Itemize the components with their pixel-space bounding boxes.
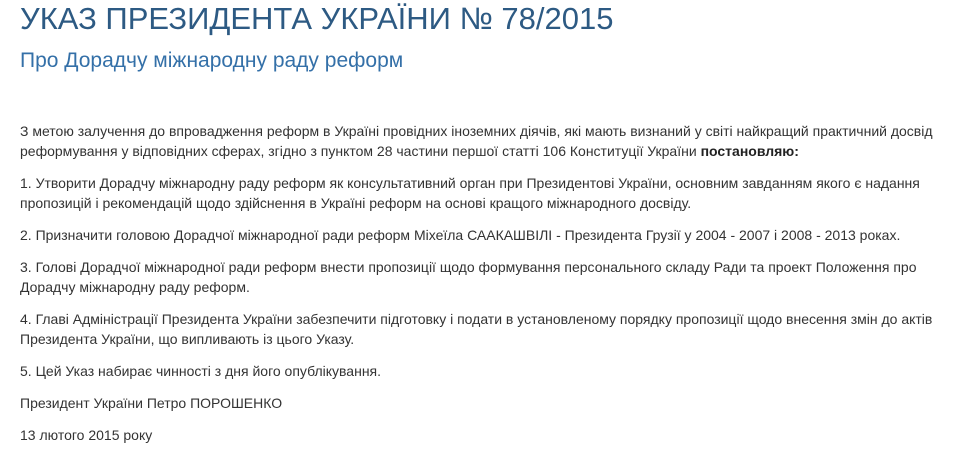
decree-item-4: 4. Главі Адміністрації Президента України забезпечити підготовку і подати в установленому порядку пропозиції щодо внесення змін до актів Президента України, що випливають із цього Указу. — [20, 311, 933, 347]
signature: Президент України Петро ПОРОШЕНКО — [20, 395, 283, 411]
intro-text: З метою залучення до впровадження реформ в Україні провідних іноземних діячів, які мають визнаний у світі найкращий практичний досвід реформування у відповідних сферах, згідно з пунктом 28 частини першої статті 106 Конституції України — [20, 123, 933, 159]
page-title: УКАЗ ПРЕЗИДЕНТА УКРАЇНИ № 78/2015 — [20, 1, 614, 36]
decree-item-1: 1. Утворити Дорадчу міжнародну раду реформ як консультативний орган при Президентові України, основним завданням якого є надання пропозицій і рекомендацій щодо здійснення в Україні реформ на основі кращого міжнародного досвіду. — [20, 175, 920, 211]
intro-paragraph — [20, 121, 945, 161]
page-subtitle: Про Дорадчу міжнародну раду реформ — [20, 49, 404, 72]
decree-item-2: 2. Призначити головою Дорадчої міжнародної ради реформ Міхеїла СААКАШВІЛІ - Президента Грузії у 2004 - 2007 і 2008 - 2013 роках. — [20, 227, 901, 243]
intro-bold-text: постановляю: — [700, 143, 799, 159]
decree-date: 13 лютого 2015 року — [20, 427, 153, 443]
decree-item-5: 5. Цей Указ набирає чинності з дня його опублікування. — [20, 363, 382, 379]
decree-body — [20, 121, 945, 457]
decree-item-3: 3. Голові Дорадчої міжнародної ради реформ внести пропозиції щодо формування персонального складу Ради та проект Положення про Дорадчу міжнародну раду реформ. — [20, 259, 917, 295]
